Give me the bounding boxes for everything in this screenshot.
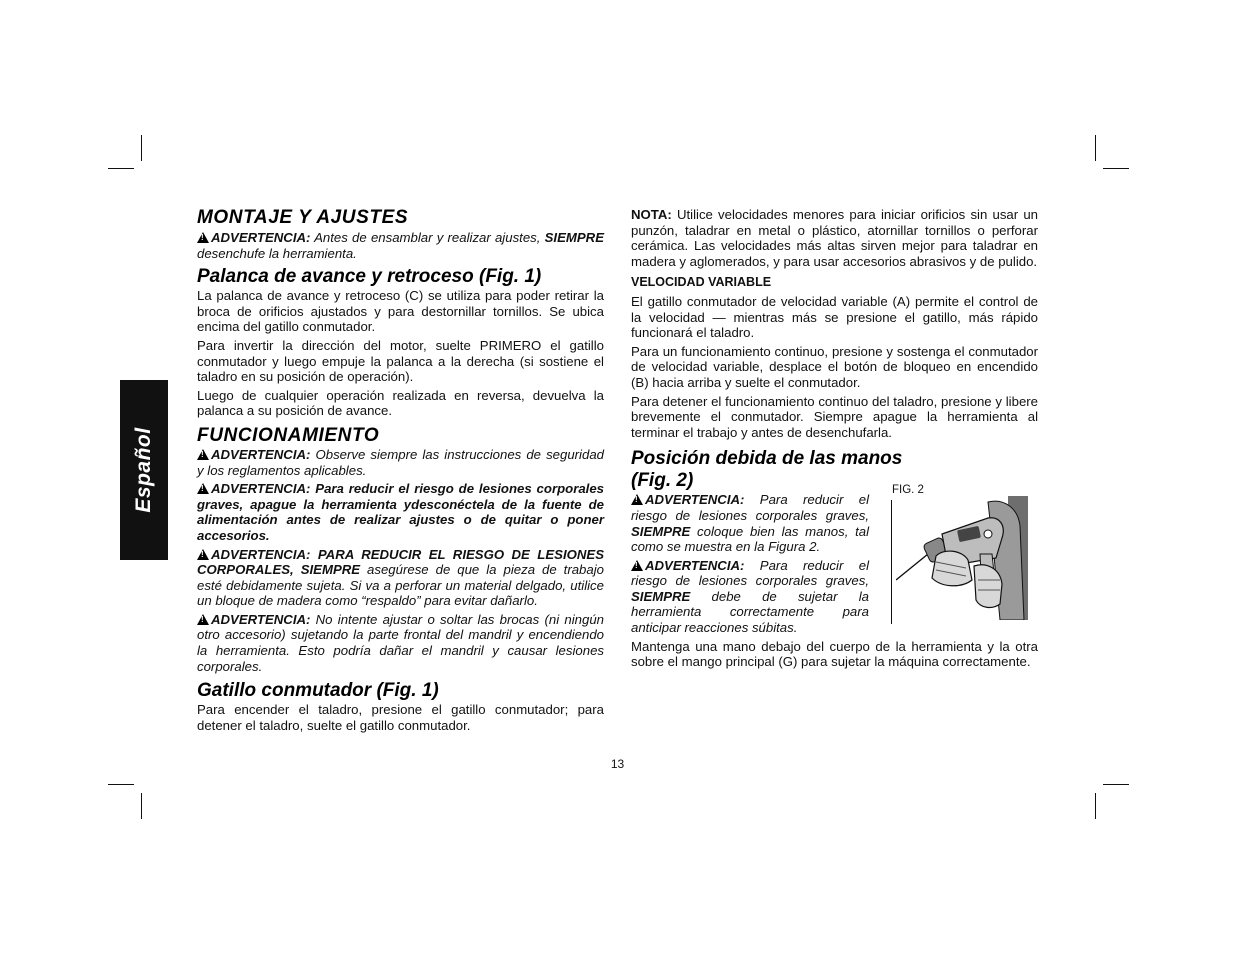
crop-mark: [108, 784, 134, 785]
figure-2-rule: [891, 500, 892, 624]
velocidad-paragraph-2: Para un funcionamiento continuo, presione y sostenga el conmutador de velocidad variable, desplace el botón de bloqueo en encendido (B) hacia arriba y suelte el conmutador.: [631, 343, 1038, 390]
func-warning-3: !ADVERTENCIA: PARA REDUCIR EL RIESGO DE LESIONES CORPORALES, SIEMPRE asegúrese de que la pieza de trabajo esté debidamente sujeta. Si va a perforar un material delgado, utilice un bloque de madera como “respaldo” para evitar dañarlo.: [197, 547, 604, 609]
palanca-paragraph-2: Para invertir la dirección del motor, suelte PRIMERO el gatillo conmutador y luego empuje la palanca a la derecha (si sostiene el taladro en su posición de operación).: [197, 337, 604, 385]
gatillo-paragraph: Para encender el taladro, presione el gatillo conmutador; para detener el taladro, suelte el gatillo conmutador.: [197, 702, 604, 733]
language-tab: [120, 380, 168, 560]
language-label: Español: [132, 427, 155, 513]
figure-2-label: FIG. 2: [892, 484, 924, 496]
posicion-warning-1: !ADVERTENCIA: Para reducir el riesgo de lesiones corporales graves, SIEMPRE coloque bien las manos, tal como se muestra en la Figura 2.: [631, 492, 869, 554]
warning-icon: [197, 449, 209, 460]
warning-icon: [197, 232, 209, 243]
crop-mark: [141, 135, 142, 161]
left-column: [197, 207, 604, 736]
warning-icon: [197, 483, 209, 494]
nota-paragraph: NOTA: Utilice velocidades menores para iniciar orificios sin usar un punzón, taladrar en metal o plástico, atornillar tornillos o perforar cerámica. Las velocidades más altas sirven mejor para taladrar en madera y aglomerados, y para usar accesorios abrasivos y de pulido.: [631, 207, 1038, 269]
warning-icon: [197, 549, 209, 560]
func-warning-2: !ADVERTENCIA: Para reducir el riesgo de lesiones corporales graves, apague la herramienta ydesconéctela de la fuente de alimentación antes de realizar ajustes o de quitar o poner accesorios.: [197, 481, 604, 543]
heading-posicion: Posición debida de las manos (Fig. 2): [631, 448, 903, 492]
crop-mark: [108, 168, 134, 169]
heading-montaje: MONTAJE Y AJUSTES: [197, 207, 409, 228]
warning-icon: [197, 614, 209, 625]
func-warning-1: !ADVERTENCIA: Observe siempre las instrucciones de seguridad y los reglamentos aplicables.: [197, 447, 604, 478]
heading-funcionamiento: FUNCIONAMIENTO: [197, 424, 380, 446]
warning-icon: [631, 494, 643, 505]
palanca-paragraph-1: La palanca de avance y retroceso (C) se utiliza para poder retirar la broca de orificios ajustados y para destornillar tornillos. Se ubica encima del gatillo conmutador.: [197, 288, 604, 335]
drill-hands-illustration: [896, 496, 1028, 620]
crop-mark: [1095, 793, 1096, 819]
velocidad-paragraph-1: El gatillo conmutador de velocidad variable (A) permite el control de la velocidad — mientras más se presione el gatillo, más rápido funcionará el taladro.: [631, 293, 1038, 341]
crop-mark: [1103, 168, 1129, 169]
hands-warnings: [631, 492, 869, 635]
crop-mark: [141, 793, 142, 819]
page-number: 13: [610, 757, 625, 771]
func-warning-4: !ADVERTENCIA: No intente ajustar o soltar las brocas (ni ningún otro accesorio) sujetando la parte frontal del mandril y encendiendo la herramienta. Esto podría dañar el mandril y causar lesiones corporales.: [197, 612, 604, 674]
warning-icon: [631, 560, 643, 571]
crop-mark: [1095, 135, 1096, 161]
crop-mark: [1103, 784, 1129, 785]
heading-palanca: Palanca de avance y retroceso (Fig. 1): [197, 266, 542, 288]
montaje-warning: !ADVERTENCIA: Antes de ensamblar y realizar ajustes, SIEMPRE desenchufe la herramienta.: [197, 230, 604, 261]
posicion-paragraph: Mantenga una mano debajo del cuerpo de la herramienta y la otra sobre el mango principal (G) para sujetar la máquina correctamente.: [631, 638, 1038, 670]
velocidad-paragraph-3: Para detener el funcionamiento continuo del taladro, presione y libere brevemente el conmutador. Siempre apague la herramienta al terminar el trabajo y antes de desenchufarla.: [631, 393, 1038, 440]
heading-velocidad: VELOCIDAD VARIABLE: [631, 275, 772, 290]
heading-gatillo: Gatillo conmutador (Fig. 1): [197, 680, 439, 702]
posicion-warning-2: !ADVERTENCIA: Para reducir el riesgo de lesiones corporales graves, SIEMPRE debe de sujetar la herramienta correctamente para anticipar reacciones súbitas.: [631, 558, 869, 636]
palanca-paragraph-3: Luego de cualquier operación realizada en reversa, devuelva la palanca a su posición de avance.: [197, 387, 604, 419]
